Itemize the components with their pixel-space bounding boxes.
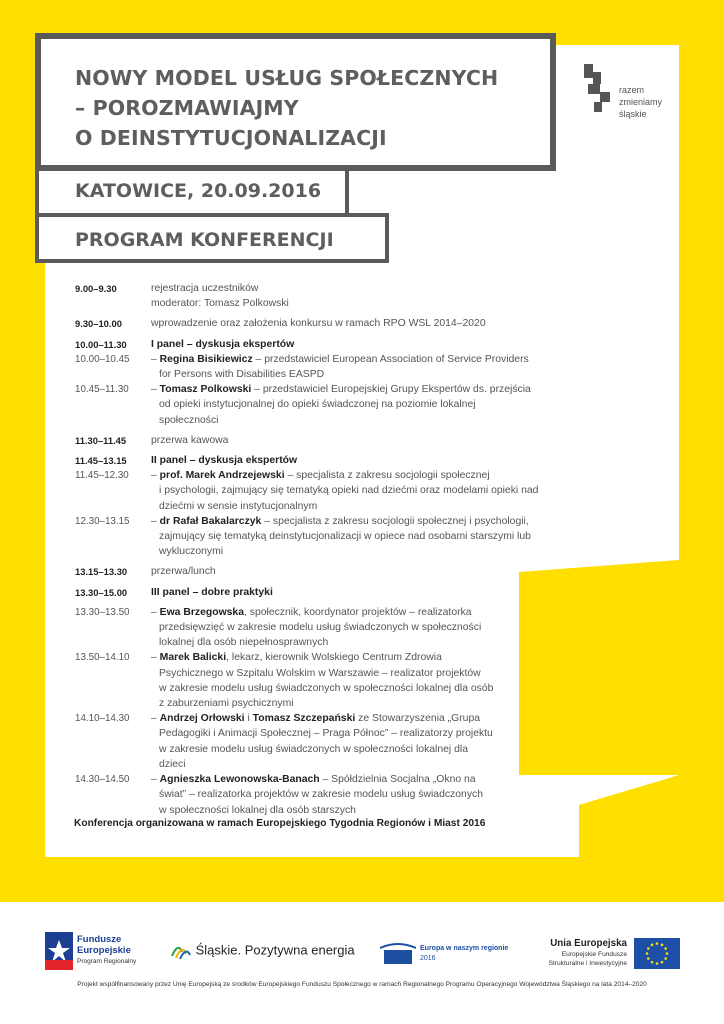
schedule-row bbox=[75, 585, 555, 600]
schedule-time: 14.30–14.50 bbox=[75, 774, 130, 786]
eu-region-logo bbox=[380, 942, 509, 971]
schedule-description: – Agnieszka Lewonowska-Banach – Spółdzielnia Socjalna „Okno na bbox=[151, 774, 476, 786]
city-date: KATOWICE, 20.09.2016 bbox=[75, 180, 322, 202]
city-date-box bbox=[35, 171, 349, 217]
title-line-2: – POROZMAWIAJMY bbox=[75, 96, 299, 120]
schedule-row bbox=[75, 757, 555, 772]
schedule-description: rejestracja uczestników bbox=[151, 283, 259, 294]
schedule-description: – Andrzej Orłowski i Tomasz Szczepański ze Stowarzyszenia „Grupa bbox=[151, 713, 481, 725]
ue-line-2: Strukturalne i Inwestycyjne bbox=[548, 960, 627, 967]
speaker-name: Agnieszka Lewonowska-Banach bbox=[159, 774, 320, 786]
schedule-description: – prof. Marek Andrzejewski – specjalista z zakresu socjologii społecznej bbox=[151, 470, 490, 482]
schedule-time bbox=[75, 742, 151, 757]
fundusze-europejskie-logo bbox=[45, 932, 137, 975]
schedule-description: I panel – dyskusja ekspertów bbox=[151, 338, 295, 350]
schedule-description: zajmujący się tematyką deinstytucjonalizacji w opiece nad osobami starszymi lub bbox=[159, 531, 531, 543]
schedule-row bbox=[75, 620, 555, 635]
schedule-row bbox=[75, 635, 555, 650]
schedule-time bbox=[75, 483, 151, 498]
eu-region-line-2: 2016 bbox=[420, 955, 436, 962]
schedule-row bbox=[75, 726, 555, 741]
pixel-mark-icon bbox=[584, 64, 616, 112]
program-heading: PROGRAM KONFERENCJI bbox=[75, 229, 334, 251]
schedule-row bbox=[75, 483, 555, 498]
schedule-description: moderator: Tomasz Polkowski bbox=[151, 298, 289, 310]
schedule-time: 9.30–10.00 bbox=[75, 318, 122, 330]
slaskie-text: Śląskie. Pozytywna energia bbox=[195, 942, 355, 958]
schedule-time: 13.15–13.30 bbox=[75, 566, 128, 578]
eu-star bbox=[656, 962, 659, 965]
title-line-3: O DEINSTYTUCJONALIZACJI bbox=[75, 126, 387, 150]
schedule-time: 13.30–13.50 bbox=[75, 606, 130, 618]
footer-note: Konferencja organizowana w ramach Europejskiego Tygodnia Regionów i Miast 2016 bbox=[74, 818, 486, 829]
speaker-name: Marek Balicki bbox=[159, 652, 227, 664]
schedule-description: wprowadzenie oraz założenia konkursu w ramach RPO WSL 2014–2020 bbox=[151, 318, 486, 330]
schedule-time bbox=[75, 757, 151, 772]
schedule-row bbox=[75, 564, 555, 579]
schedule-row bbox=[75, 453, 555, 468]
fe-sub: Program Regionalny bbox=[77, 958, 137, 965]
schedule-description: przerwa/lunch bbox=[151, 566, 216, 578]
schedule-row bbox=[75, 413, 555, 428]
speaker-name: Tomasz Szczepański bbox=[252, 713, 356, 725]
schedule-description: – Ewa Brzegowska, społecznik, koordynator projektów – realizatorka bbox=[151, 606, 472, 618]
schedule-row bbox=[75, 367, 555, 382]
schedule-description: II panel – dyskusja ekspertów bbox=[151, 455, 298, 467]
schedule-row bbox=[75, 337, 555, 352]
schedule-row bbox=[75, 696, 555, 711]
schedule-time bbox=[75, 620, 151, 635]
schedule-description: – Regina Bisikiewicz – przedstawiciel European Association of Service Providers bbox=[151, 353, 529, 365]
schedule-description: III panel – dobre praktyki bbox=[151, 586, 273, 598]
eu-star bbox=[664, 947, 667, 950]
schedule-time bbox=[75, 529, 151, 544]
schedule-description: świat” – realizatorka projektów w zakresie modelu usług świadczonych bbox=[159, 789, 483, 801]
schedule-row bbox=[75, 803, 555, 818]
schedule-time: 14.10–14.30 bbox=[75, 713, 130, 725]
schedule-time: 11.45–13.15 bbox=[75, 455, 127, 467]
schedule-time bbox=[75, 635, 151, 650]
eu-flag-icon bbox=[634, 938, 680, 969]
slaskie-wave-icon bbox=[170, 942, 192, 960]
eu-star bbox=[666, 952, 669, 955]
schedule-row bbox=[75, 544, 555, 559]
schedule-description: lokalnej dla osób niepełnosprawnych bbox=[159, 637, 329, 649]
eu-star bbox=[651, 944, 654, 947]
speaker-name: Ewa Brzegowska bbox=[159, 606, 244, 618]
fe-star-icon bbox=[45, 932, 73, 970]
fe-line-2: Europejskie bbox=[77, 945, 131, 956]
schedule-row bbox=[75, 711, 555, 726]
eu-star bbox=[647, 947, 650, 950]
speaker-name: Regina Bisikiewicz bbox=[159, 353, 253, 365]
eu-star bbox=[661, 944, 664, 947]
title-line-1: NOWY MODEL USŁUG SPOŁECZNYCH bbox=[75, 66, 499, 90]
schedule-time bbox=[75, 397, 151, 412]
schedule-description: z zaburzeniami psychicznymi bbox=[159, 698, 294, 710]
schedule-row bbox=[75, 316, 555, 331]
schedule-description: w zakresie modelu usług świadczonych w społeczności lokalnej dla osób bbox=[159, 682, 494, 694]
schedule-description: Psychicznego w Szpitalu Wolskim w Warszawie – realizator projektów bbox=[159, 667, 481, 679]
schedule-description: w zakresie modelu usług świadczonych w społeczności lokalnej dla bbox=[159, 743, 468, 755]
eu-star bbox=[647, 957, 650, 960]
schedule-row bbox=[75, 397, 555, 412]
speaker-name: dr Rafał Bakalarczyk bbox=[159, 515, 262, 527]
schedule-description: w społeczności lokalnej dla osób starszych bbox=[159, 804, 356, 816]
schedule-row bbox=[75, 281, 555, 296]
schedule-row bbox=[75, 499, 555, 514]
schedule-description: wykluczonymi bbox=[159, 546, 224, 558]
schedule-time: 10.00–10.45 bbox=[75, 353, 130, 365]
schedule-description: dziećmi w sensie instytucjonalnym bbox=[159, 500, 318, 512]
ue-line-1: Europejskie Fundusze bbox=[561, 951, 627, 958]
fe-line-1: Fundusze bbox=[77, 934, 122, 945]
schedule-description: społeczności bbox=[159, 414, 219, 426]
schedule-time: 10.45–11.30 bbox=[75, 384, 129, 396]
schedule-row bbox=[75, 514, 555, 529]
schedule-row bbox=[75, 742, 555, 757]
schedule-row bbox=[75, 787, 555, 802]
schedule-time: 10.00–11.30 bbox=[75, 338, 127, 350]
schedule-description: – Tomasz Polkowski – przedstawiciel Europejskiej Grupy Ekspertów ds. przejścia bbox=[151, 384, 531, 396]
logos-bar bbox=[0, 902, 724, 1024]
eu-region-icon bbox=[380, 942, 416, 966]
schedule-time bbox=[75, 666, 151, 681]
schedule-description: for Persons with Disabilities EASPD bbox=[159, 369, 325, 381]
schedule-row bbox=[75, 681, 555, 696]
schedule-time bbox=[75, 681, 151, 696]
schedule-time: 9.00–9.30 bbox=[75, 283, 117, 294]
schedule-row bbox=[75, 468, 555, 483]
schedule-row bbox=[75, 772, 555, 787]
schedule-time: 11.45–12.30 bbox=[75, 470, 129, 482]
schedule-row bbox=[75, 433, 555, 448]
schedule-time: 13.50–14.10 bbox=[75, 652, 130, 664]
schedule-description: przedsięwzięć w zakresie modelu usług świadczonych w społeczności bbox=[159, 622, 482, 634]
schedule-description: i psychologii, zajmujący się tematyką opieki nad dziećmi oraz modelami opieki nad bbox=[159, 485, 539, 497]
schedule-time bbox=[75, 803, 151, 818]
schedule-time bbox=[75, 367, 151, 382]
schedule-time: 11.30–11.45 bbox=[75, 434, 127, 446]
schedule-description: dzieci bbox=[159, 758, 186, 770]
ue-text bbox=[537, 938, 627, 968]
schedule-description: Pedagogiki i Animacji Społecznej – Praga Północ” – realizatorzy projektu bbox=[159, 728, 493, 740]
speaker-name: Tomasz Polkowski bbox=[159, 384, 252, 396]
schedule-description: – dr Rafał Bakalarczyk – specjalista z zakresu socjologii społecznej i psychologii, bbox=[151, 515, 529, 527]
schedule-time bbox=[75, 413, 151, 428]
schedule-row bbox=[75, 352, 555, 367]
schedule-time bbox=[75, 787, 151, 802]
program-heading-box bbox=[35, 213, 389, 263]
schedule-description: od opieki instytucjonalnej do opieki świadczonej na poziomie lokalnej bbox=[159, 399, 476, 411]
schedule-row bbox=[75, 605, 555, 620]
schedule-time bbox=[75, 726, 151, 741]
schedule-time bbox=[75, 499, 151, 514]
schedule-row bbox=[75, 296, 555, 311]
schedule-time bbox=[75, 544, 151, 559]
eu-star bbox=[651, 961, 654, 964]
schedule-row bbox=[75, 529, 555, 544]
eu-star bbox=[656, 942, 659, 945]
slaskie-logo bbox=[170, 942, 355, 960]
speaker-name: prof. Marek Andrzejewski bbox=[159, 470, 285, 482]
schedule-time: 13.30–15.00 bbox=[75, 586, 128, 598]
title-box bbox=[35, 33, 556, 171]
speaker-name: Andrzej Orłowski bbox=[159, 713, 245, 725]
eu-star bbox=[661, 961, 664, 964]
razem-zmieniamy-logo bbox=[584, 64, 663, 119]
schedule-row bbox=[75, 382, 555, 397]
schedule-time bbox=[75, 696, 151, 711]
schedule-row bbox=[75, 650, 555, 665]
corner-logo-text: razem zmieniamy śląskie bbox=[619, 85, 663, 119]
eu-region-line-1: Europa w naszym regionie bbox=[420, 945, 509, 952]
eu-star bbox=[664, 957, 667, 960]
schedule bbox=[75, 281, 555, 818]
schedule-row bbox=[75, 666, 555, 681]
schedule-time: 12.30–13.15 bbox=[75, 515, 130, 527]
schedule-time bbox=[75, 296, 151, 311]
ue-title: Unia Europejska bbox=[550, 938, 627, 949]
funding-credit: Projekt współfinansowany przez Unię Europejską ze środków Europejskiego Funduszu Społecznego w ramach Regionalnego Programu Operacyjnego Województwa Śląskiego na lata 2014–2020 bbox=[77, 981, 647, 988]
schedule-description: przerwa kawowa bbox=[151, 434, 229, 446]
schedule-description: – Marek Balicki, lekarz, kierownik Wolskiego Centrum Zdrowia bbox=[151, 652, 442, 664]
eu-star bbox=[646, 952, 649, 955]
